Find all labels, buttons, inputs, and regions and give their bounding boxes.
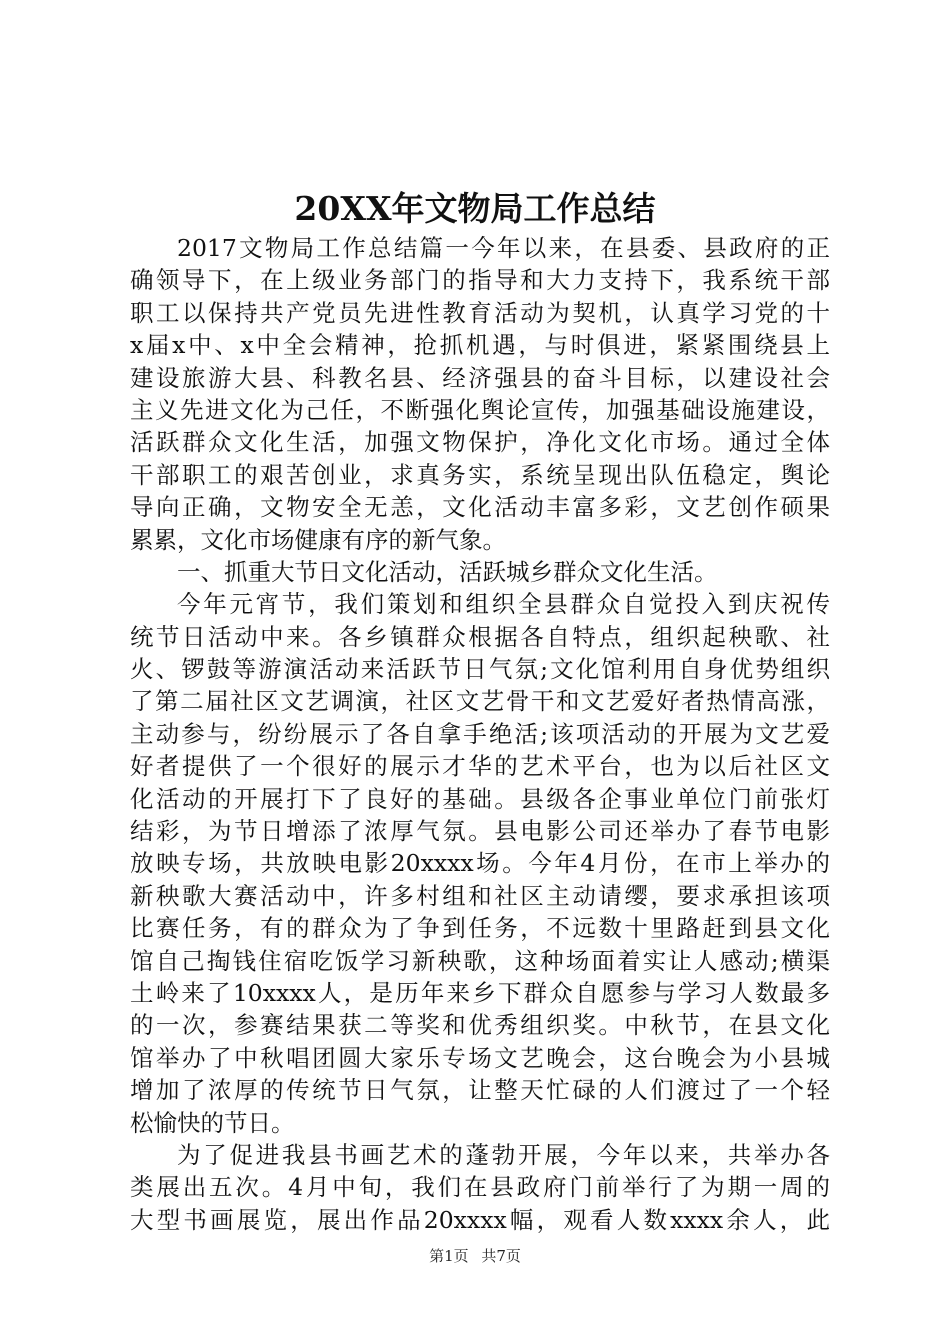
text-line: 导向正确，文物安全无恙，文化活动丰富多彩，文艺创作硕果	[130, 493, 830, 522]
document-body	[130, 232, 830, 1236]
text-line: 职工以保持共产党员先进性教育活动为契机，认真学习党的十	[130, 298, 830, 327]
text-line: 放映专场，共放映电影20xxxx场。今年4月份，在市上举办的	[130, 849, 830, 878]
text-line: 干部职工的艰苦创业，求真务实，系统呈现出队伍稳定，舆论	[130, 460, 830, 489]
text-line: 主义先进文化为己任，不断强化舆论宣传，加强基础设施建设，	[130, 395, 830, 424]
page-title: 20XX年文物局工作总结	[294, 189, 656, 228]
text-line: 活跃群众文化生活，加强文物保护，净化文化市场。通过全体	[130, 428, 830, 457]
page-total: 共7页	[481, 1247, 521, 1265]
text-line: 累累，文化市场健康有序的新气象。	[130, 525, 506, 554]
text-line: 建设旅游大县、科教名县、经济强县的奋斗目标，以建设社会	[130, 363, 830, 392]
section-heading: 一、抓重大节日文化活动，活跃城乡群众文化生活。	[177, 557, 718, 586]
text-line: 土岭来了10xxxx人，是历年来乡下群众自愿参与学习人数最多	[130, 978, 830, 1007]
text-line: 统节日活动中来。各乡镇群众根据各自特点，组织起秧歌、社	[130, 622, 830, 651]
text-line: 了第二届社区文艺调演，社区文艺骨干和文艺爱好者热情高涨，	[130, 687, 830, 716]
text-line: 新秧歌大赛活动中，许多村组和社区主动请缨，要求承担该项	[130, 881, 830, 910]
text-line: 好者提供了一个很好的展示才华的艺术平台，也为以后社区文	[130, 752, 830, 781]
text-line: 比赛任务，有的群众为了争到任务，不远数十里路赶到县文化	[130, 914, 830, 943]
text-line: 类展出五次。4月中旬，我们在县政府门前举行了为期一周的	[130, 1173, 830, 1202]
text-line: 的一次，参赛结果获二等奖和优秀组织奖。中秋节，在县文化	[130, 1011, 830, 1040]
text-line: 松愉快的节日。	[130, 1108, 295, 1137]
text-line: 馆举办了中秋唱团圆大家乐专场文艺晚会，这台晚会为小县城	[130, 1043, 830, 1072]
page-number: 第1页	[429, 1247, 469, 1265]
text-line: 馆自己掏钱住宿吃饭学习新秧歌，这种场面着实让人感动;横渠	[130, 946, 830, 975]
text-line: 化活动的开展打下了良好的基础。县级各企事业单位门前张灯	[130, 784, 830, 813]
text-line: 今年元宵节，我们策划和组织全县群众自觉投入到庆祝传	[177, 590, 830, 619]
text-line: 2017文物局工作总结篇一今年以来，在县委、县政府的正	[177, 234, 830, 262]
text-line: x届x中、x中全会精神，抢抓机遇，与时俱进，紧紧围绕县上	[130, 331, 830, 360]
text-line: 结彩，为节日增添了浓厚气氛。县电影公司还举办了春节电影	[130, 817, 830, 846]
text-line: 大型书画展览，展出作品20xxxx幅，观看人数xxxx余人，此	[130, 1205, 830, 1234]
text-line: 增加了浓厚的传统节日气氛，让整天忙碌的人们渡过了一个轻	[130, 1076, 830, 1105]
page-footer	[0, 1244, 950, 1268]
text-line: 火、锣鼓等游演活动来活跃节日气氛;文化馆利用自身优势组织	[130, 655, 830, 684]
text-line: 为了促进我县书画艺术的蓬勃开展，今年以来，共举办各	[177, 1140, 830, 1169]
text-line: 确领导下，在上级业务部门的指导和大力支持下，我系统干部	[130, 266, 830, 295]
text-line: 主动参与，纷纷展示了各自拿手绝活;该项活动的开展为文艺爱	[130, 719, 830, 748]
